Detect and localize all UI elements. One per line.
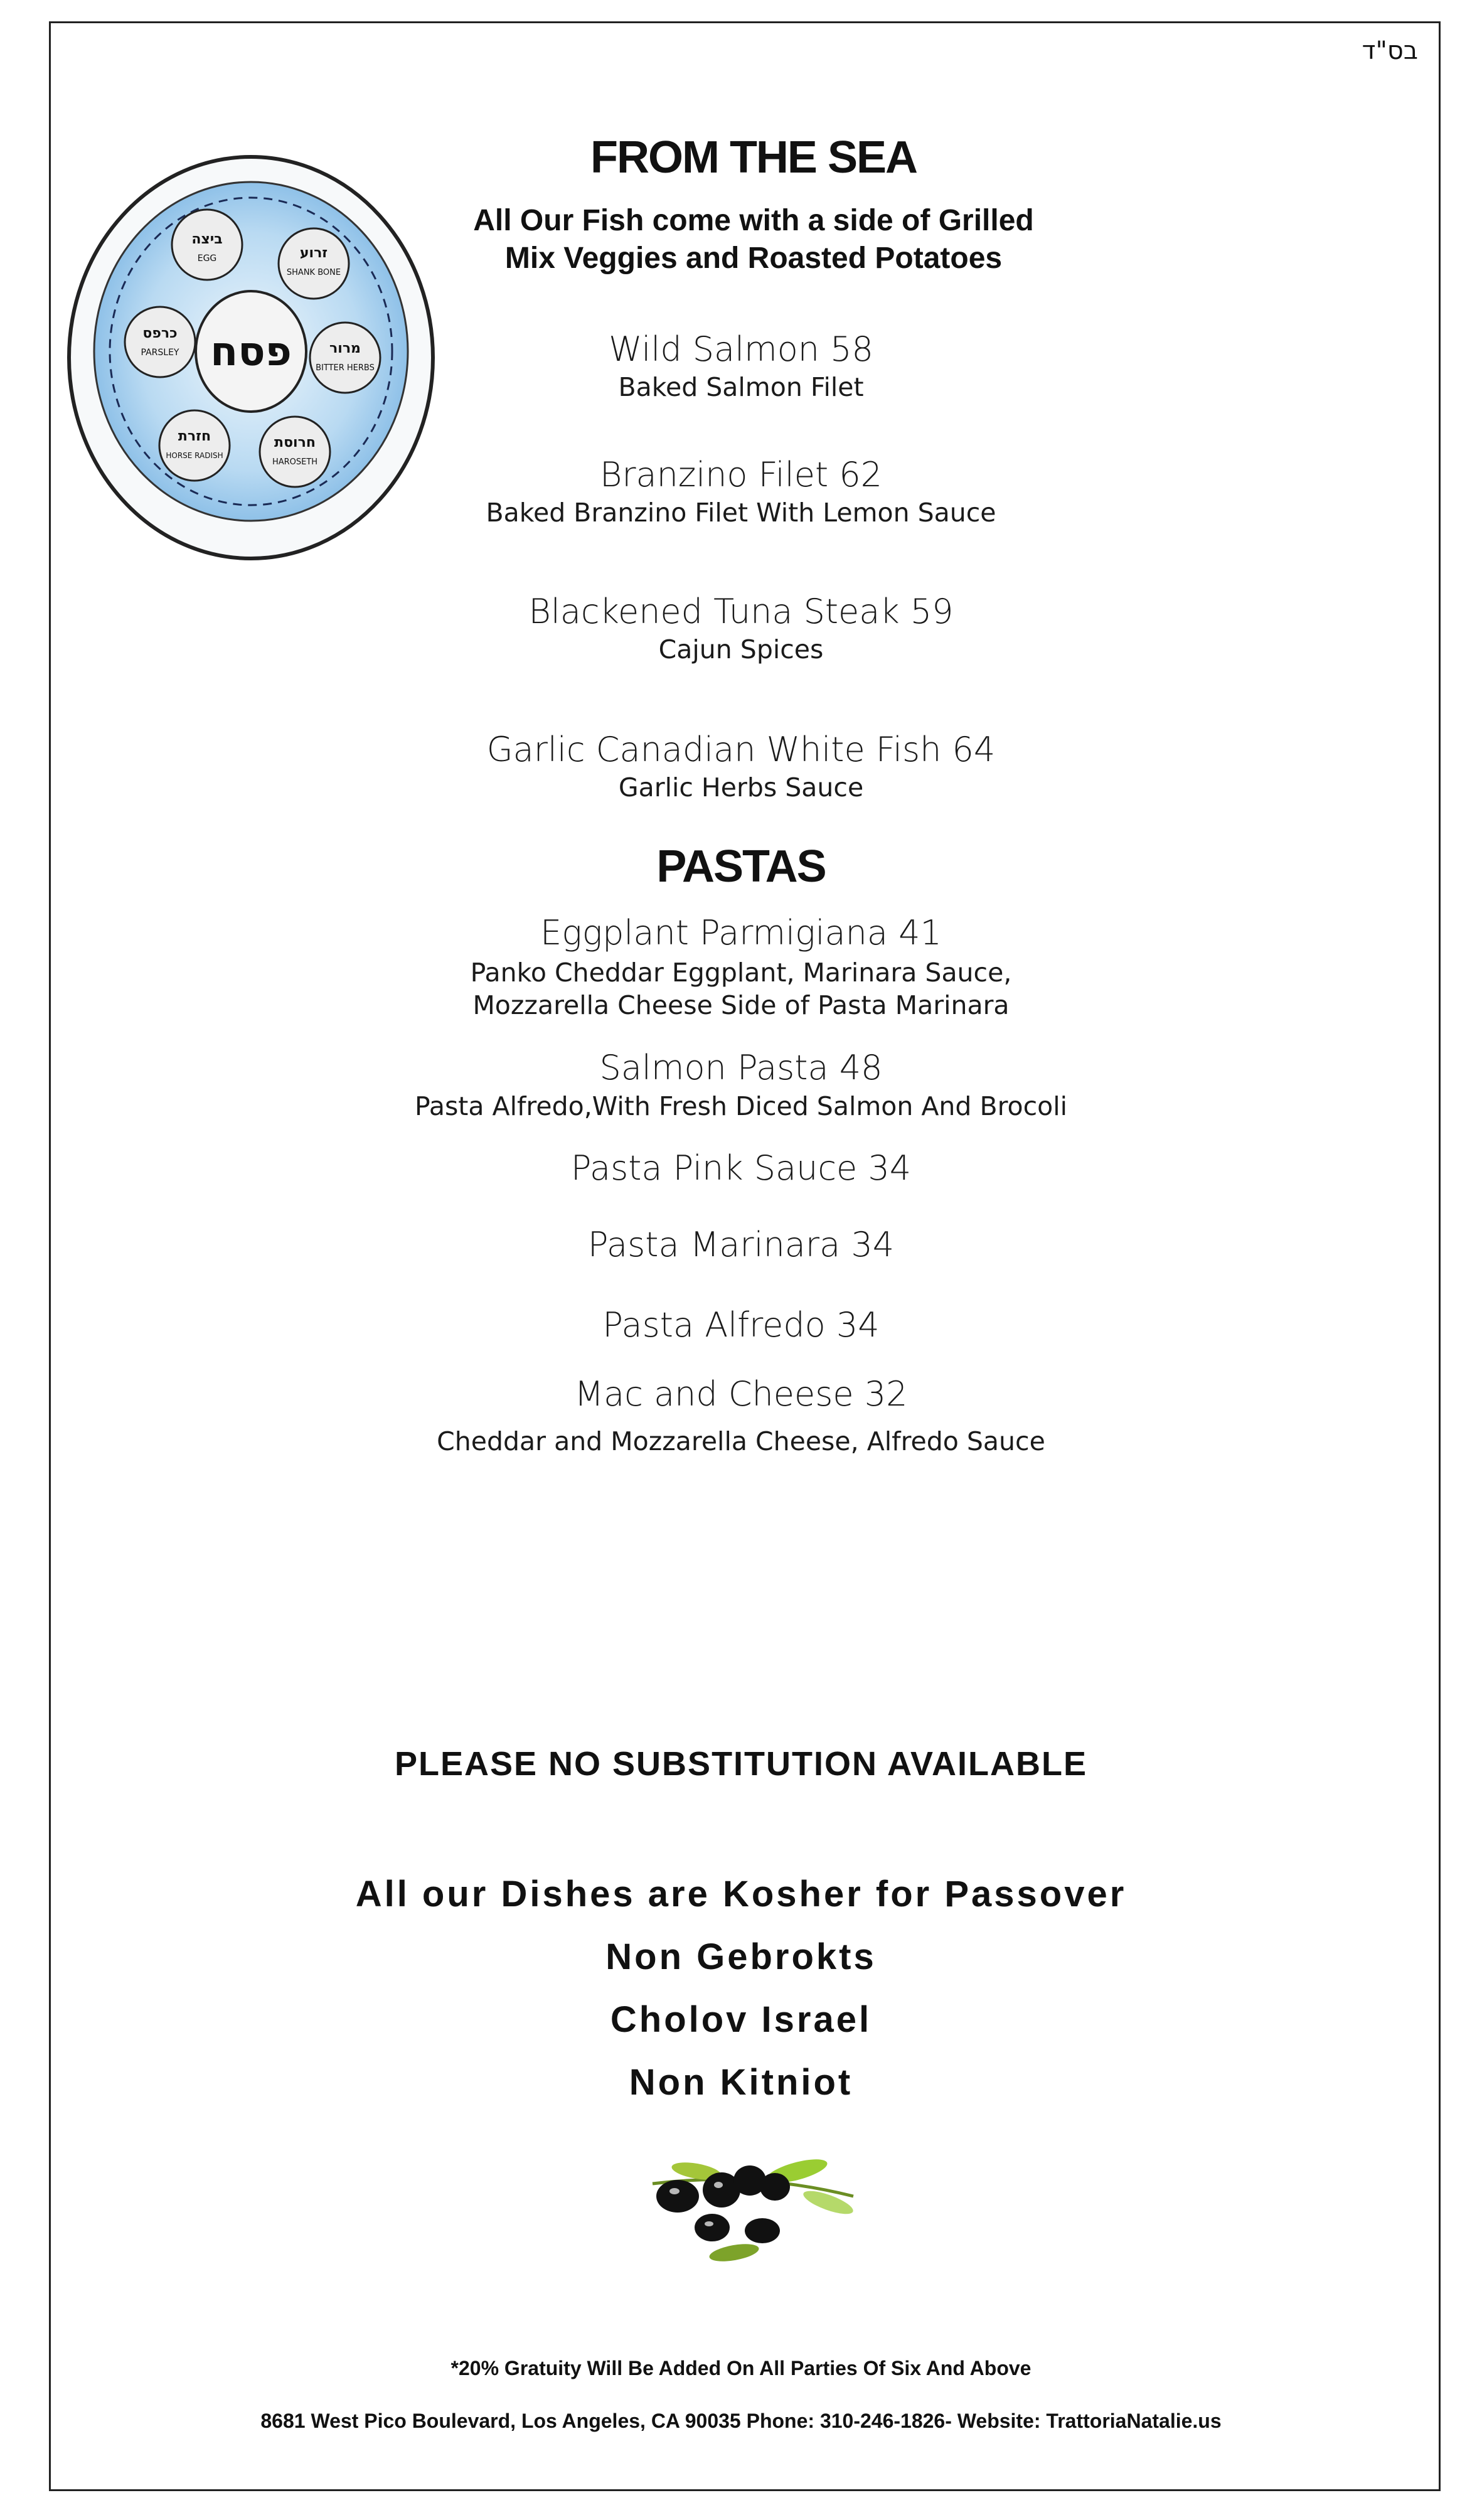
sea-subtitle-line1: All Our Fish come with a side of Grilled <box>473 204 1034 237</box>
sea-dish-desc: Baked Salmon Filet <box>618 372 864 402</box>
pastas-section-title: PASTAS <box>656 841 826 892</box>
seder-plate-center-text: פסח <box>210 329 292 375</box>
olive-branch-image <box>640 2146 866 2265</box>
svg-text:זרוע: זרוע <box>299 245 328 261</box>
sea-dish-desc: Baked Branzino Filet With Lemon Sauce <box>486 498 996 528</box>
pasta-dish-name: Pasta Pink Sauce 34 <box>570 1148 912 1188</box>
pasta-dish-name: Pasta Alfredo 34 <box>602 1305 880 1345</box>
pasta-dish-desc: Panko Cheddar Eggplant, Marinara Sauce, <box>470 958 1012 988</box>
pasta-dish-name: Eggplant Parmigiana 41 <box>540 913 942 953</box>
svg-text:HAROSETH: HAROSETH <box>272 457 318 467</box>
svg-text:BITTER HERBS: BITTER HERBS <box>316 363 375 373</box>
svg-text:PARSLEY: PARSLEY <box>141 348 179 358</box>
kosher-line: Cholov Israel <box>610 1999 872 2040</box>
pasta-dish-desc: Cheddar and Mozzarella Cheese, Alfredo Sauce <box>437 1426 1045 1456</box>
svg-text:חזרת: חזרת <box>178 429 211 444</box>
svg-text:מרור: מרור <box>329 341 361 356</box>
no-substitution-notice: PLEASE NO SUBSTITUTION AVAILABLE <box>394 1745 1088 1783</box>
pasta-dish-name: Pasta Marinara 34 <box>587 1225 895 1264</box>
sea-subtitle-line2: Mix Veggies and Roasted Potatoes <box>504 242 1003 275</box>
header-mark: בס"ד <box>1362 36 1418 65</box>
sea-dish-desc: Garlic Herbs Sauce <box>618 772 864 803</box>
kosher-line: Non Gebrokts <box>605 1936 877 1977</box>
sea-dish-name: Branzino Filet 62 <box>599 455 883 494</box>
svg-text:כרפס: כרפס <box>142 326 178 341</box>
pasta-dish-name: Mac and Cheese 32 <box>574 1374 908 1414</box>
kosher-line: All our Dishes are Kosher for Passover <box>355 1874 1127 1914</box>
svg-text:HORSE RADISH: HORSE RADISH <box>166 451 223 460</box>
sea-dish-name: Wild Salmon 58 <box>609 329 873 369</box>
svg-text:ביצה: ביצה <box>191 232 223 247</box>
svg-text:SHANK BONE: SHANK BONE <box>286 268 341 277</box>
sea-dish-name: Garlic Canadian White Fish 64 <box>486 730 996 769</box>
pasta-dish-name: Salmon Pasta 48 <box>599 1048 883 1087</box>
svg-text:EGG: EGG <box>197 254 217 264</box>
gratuity-note: *20% Gratuity Will Be Added On All Parties Of Six And Above <box>450 2357 1032 2379</box>
pasta-dish-desc: Mozzarella Cheese Side of Pasta Marinara <box>472 990 1010 1020</box>
svg-text:חרוסת: חרוסת <box>274 435 316 451</box>
pasta-dish-desc: Pasta Alfredo,With Fresh Diced Salmon And Brocoli <box>414 1091 1068 1121</box>
footer-address: 8681 West Pico Boulevard, Los Angeles, CA 90035 Phone: 310-246-1826- Website: TrattoriaNatalie.us <box>260 2410 1222 2432</box>
sea-section-title: FROM THE SEA <box>590 132 917 183</box>
kosher-line: Non Kitniot <box>629 2062 853 2103</box>
sea-dish-name: Blackened Tuna Steak 59 <box>528 592 954 631</box>
sea-dish-desc: Cajun Spices <box>658 634 824 665</box>
